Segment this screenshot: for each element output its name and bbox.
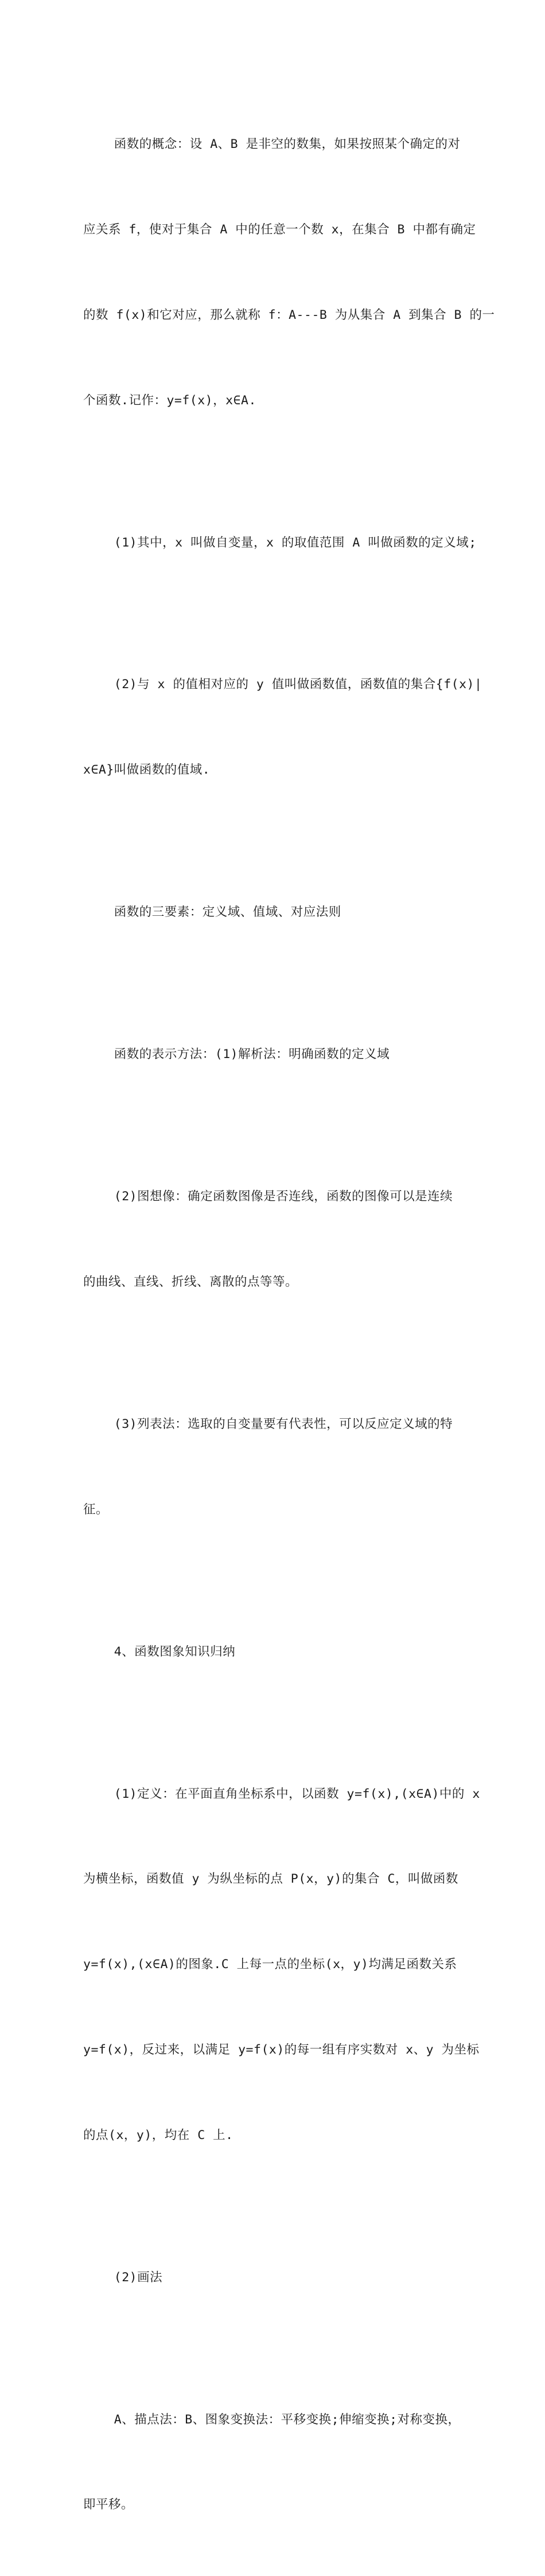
paragraph-representation [83,983,461,1126]
text-line: x∈A}叫做函数的值域. [83,756,461,784]
text-line: (2)与 x 的值相对应的 y 值叫做函数值，函数值的集合{f(x)| [83,670,461,699]
text-line: 的曲线、直线、折线、离散的点等等。 [83,1268,461,1297]
text-line: 函数的概念：设 A、B 是非空的数集，如果按照某个确定的对 [83,130,461,159]
paragraph-drawing-heading [83,2207,461,2349]
text-line: (1)定义：在平面直角坐标系中，以函数 y=f(x),(x∈A)中的 x [83,1780,461,1809]
text-line: 函数的三要素：定义域、值域、对应法则 [83,898,461,927]
text-line: (3)列表法：选取的自变量要有代表性，可以反应定义域的特 [83,1410,461,1439]
text-line: (2)图想像：确定函数图像是否连线，函数的图像可以是连续 [83,1182,461,1211]
paragraph-table-method [83,1353,461,1581]
text-line: 4、函数图象知识归纳 [83,1638,461,1666]
text-line: y=f(x),(x∈A)的图象.C 上每一点的坐标(x，y)均满足函数关系 [83,1950,461,1979]
text-line: A、描点法：B、图象变换法：平移变换;伸缩变换;对称变换， [83,2406,461,2434]
section-heading [83,1580,461,1723]
text-line: 为横坐标，函数值 y 为纵坐标的点 P(x，y)的集合 C，叫做函数 [83,1865,461,1894]
text-line: 的数 f(x)和它对应，那么就称 f：A---B 为从集合 A 到集合 B 的一 [83,301,461,330]
text-line: 应关系 f，使对于集合 A 中的任意一个数 x，在集合 B 中都有确定 [83,216,461,244]
paragraph-graph-method [83,1126,461,1353]
paragraph-graph-definition [83,1723,461,2206]
document-body [83,73,461,2576]
paragraph-domain [83,471,461,614]
text-line: 征。 [83,1496,461,1524]
paragraph-range [83,614,461,841]
text-line: 函数的表示方法：(1)解析法：明确函数的定义域 [83,1040,461,1069]
paragraph-drawing-methods [83,2349,461,2576]
paragraph-three-elements [83,841,461,983]
paragraph-function-concept [83,73,461,471]
text-line: (2)画法 [83,2263,461,2292]
text-line: 即平移。 [83,2491,461,2519]
text-line: 的点(x，y)，均在 C 上. [83,2121,461,2150]
text-line: 个函数.记作：y=f(x)，x∈A. [83,387,461,415]
text-line: y=f(x)，反过来，以满足 y=f(x)的每一组有序实数对 x、y 为坐标 [83,2036,461,2064]
text-line: (1)其中，x 叫做自变量，x 的取值范围 A 叫做函数的定义域; [83,529,461,557]
